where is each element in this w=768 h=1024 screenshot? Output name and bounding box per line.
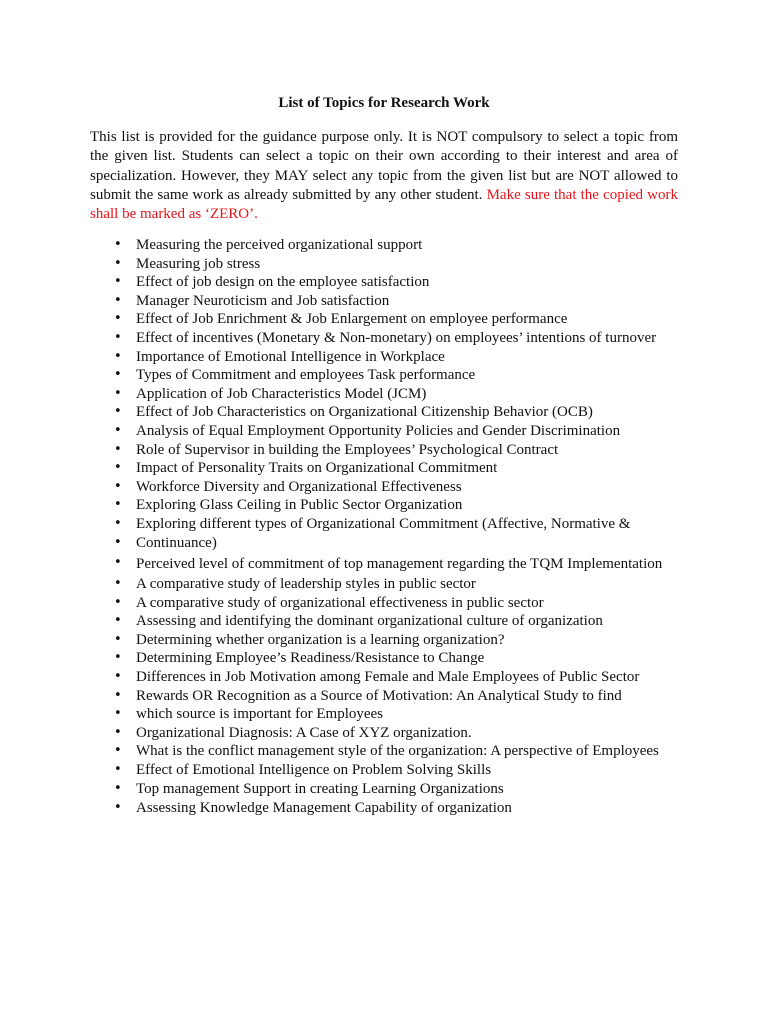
topic-text: Measuring job stress [136,255,261,272]
topic-text: Differences in Job Motivation among Female and Male Employees of Public Sector [136,669,640,686]
bullet-icon: • [114,422,122,438]
topic-text: Continuance) [136,534,217,551]
bullet-icon: • [114,255,122,271]
bullet-icon: • [114,534,122,550]
topic-item [90,348,680,367]
topic-text: Effect of job design on the employee satisfaction [136,274,430,291]
topic-item [90,705,680,724]
topic-text: Manager Neuroticism and Job satisfaction [136,292,390,309]
intro-paragraph [90,128,678,224]
topic-item [90,385,680,404]
topic-item [90,534,680,553]
bullet-icon: • [114,367,122,383]
bullet-icon: • [114,348,122,364]
topic-text: A comparative study of organizational effectiveness in public sector [136,594,544,611]
topic-item [90,594,680,613]
topic-text: Rewards OR Recognition as a Source of Motivation: An Analytical Study to find [136,687,622,704]
bullet-icon: • [114,441,122,457]
bullet-icon: • [114,594,122,610]
bullet-icon: • [114,762,122,778]
document-title: List of Topics for Research Work [278,95,490,111]
topic-list [90,236,680,817]
copy-warning: Make sure that the copied work shall be marked as ‘ZERO’. [90,186,679,223]
topic-text: Effect of Job Enrichment & Job Enlargement on employee performance [136,311,568,328]
topic-text: Determining Employee’s Readiness/Resistance to Change [136,650,485,667]
bullet-icon: • [114,669,122,685]
topic-text: Effect of Emotional Intelligence on Problem Solving Skills [136,762,492,779]
topic-item [90,575,680,594]
topic-text: Impact of Personality Traits on Organizational Commitment [136,460,498,477]
topic-item [90,366,680,385]
bullet-icon: • [114,706,122,722]
topic-text: Measuring the perceived organizational support [136,237,423,253]
bullet-icon: • [114,329,122,345]
bullet-icon: • [114,274,122,290]
topic-text: Assessing and identifying the dominant organizational culture of organization [136,613,603,630]
topic-item [90,310,680,329]
bullet-icon: • [114,497,122,513]
topic-text: Effect of incentives (Monetary & Non-monetary) on employees’ intentions of turnover [136,329,657,346]
topic-item [90,515,680,534]
bullet-icon: • [114,385,122,401]
topic-item [90,496,680,515]
bullet-icon: • [114,237,122,252]
topic-item [90,687,680,706]
bullet-icon: • [114,460,122,476]
bullet-icon: • [114,743,122,759]
topic-item [90,631,680,650]
bullet-icon: • [114,724,122,740]
topic-text: Effect of Job Characteristics on Organizational Citizenship Behavior (OCB) [136,404,593,421]
bullet-icon: • [114,631,122,647]
bullet-icon: • [114,404,122,420]
topic-item [90,403,680,422]
topic-item [90,742,680,761]
topic-text: Assessing Knowledge Management Capability of organization [136,799,512,816]
topic-text: Exploring Glass Ceiling in Public Sector Organization [136,497,463,514]
bullet-icon: • [114,687,122,703]
bullet-icon: • [114,576,122,592]
topic-item [90,724,680,743]
topic-item [90,478,680,497]
topic-item [90,422,680,441]
topic-text: Workforce Diversity and Organizational Effectiveness [136,478,462,495]
bullet-icon: • [114,292,122,308]
topic-text: Analysis of Equal Employment Opportunity Policies and Gender Discrimination [136,422,621,439]
bullet-icon: • [114,515,122,531]
bullet-icon: • [114,613,122,629]
topic-text: Exploring different types of Organizational Commitment (Affective, Normative & [136,515,631,532]
topic-item [90,329,680,348]
topic-item [90,292,680,311]
topic-text: Determining whether organization is a learning organization? [136,631,505,648]
bullet-icon: • [114,650,122,666]
topic-item [90,761,680,780]
topic-item [90,780,680,799]
topic-item [90,255,680,274]
topic-item [90,273,680,292]
topic-text: A comparative study of leadership styles in public sector [136,576,476,593]
topic-item [90,459,680,478]
topic-item [90,441,680,460]
topic-item [90,552,680,575]
intro-text: This list is provided for the guidance purpose only. It is NOT compulsory to select a topic from the given list. Students can select a topic on their own according to their interest and area of specialization. However, they MAY select any topic from the given list but are NOT allowed to submit the same work as already submitted by any other student. [90,129,678,203]
topic-text: What is the conflict management style of the organization: A perspective of Employees [136,743,659,760]
topic-item [90,236,680,255]
topic-text: Application of Job Characteristics Model (JCM) [136,385,427,402]
bullet-icon: • [114,799,122,815]
topic-text: Role of Supervisor in building the Employees’ Psychological Contract [136,441,559,458]
topic-text: which source is important for Employees [136,706,384,723]
topic-item [90,612,680,631]
bullet-icon: • [114,478,122,494]
topic-text: Importance of Emotional Intelligence in Workplace [136,348,445,365]
topic-item [90,799,680,818]
topic-text: Types of Commitment and employees Task performance [136,367,476,384]
topic-text: Perceived level of commitment of top management regarding the TQM Implementation [136,556,663,573]
topic-item [90,668,680,687]
bullet-icon: • [114,311,122,327]
bullet-icon: • [114,780,122,796]
topic-item [90,649,680,668]
topic-text: Top management Support in creating Learning Organizations [136,780,504,797]
topic-text: Organizational Diagnosis: A Case of XYZ organization. [136,724,472,741]
bullet-icon: • [114,555,122,571]
